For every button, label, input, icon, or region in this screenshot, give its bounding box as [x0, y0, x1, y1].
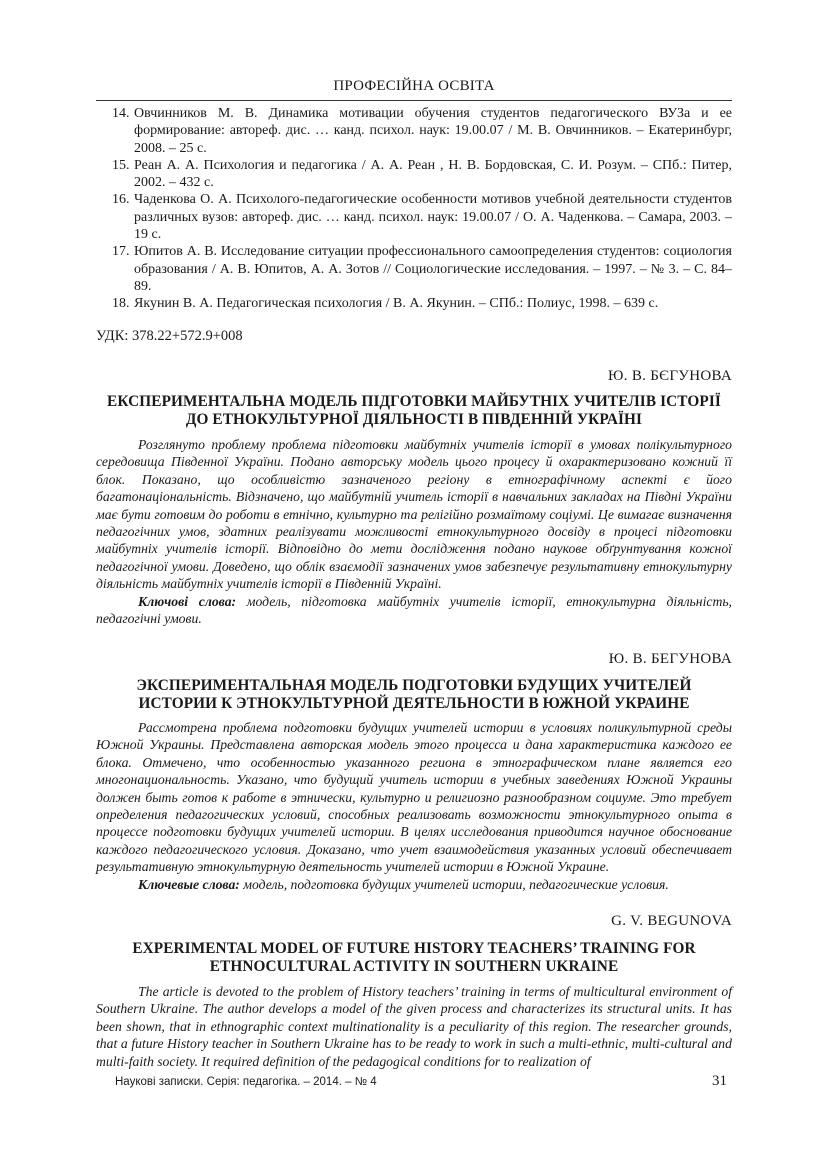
keywords-ukrainian: [96, 593, 732, 628]
reference-item: [96, 295, 732, 312]
reference-item: [96, 191, 732, 243]
title-russian: ЭКСПЕРИМЕНТАЛЬНАЯ МОДЕЛЬ ПОДГОТОВКИ БУДУЩИХ УЧИТЕЛЕЙ ИСТОРИИ К ЭТНОКУЛЬТУРНОЙ ДЕЯТЕЛЬНОСТИ В ЮЖНОЙ УКРАИНЕ: [136, 677, 692, 712]
reference-number: 15.: [112, 157, 130, 173]
running-header: ПРОФЕСІЙНА ОСВІТА: [333, 78, 495, 94]
reference-item: [96, 157, 732, 192]
header-rule: [96, 100, 732, 101]
reference-text: Чаденкова О. А. Психолого-педагогические особенности мотивов учебной деятельности студентов различных вузов: автореф. дис. … канд. психол. наук: 19.00.07 / О. А. Чаденкова. – Самара, 2003. – 19 с.: [134, 192, 732, 243]
keywords-text: модель, подготовка будущих учителей истории, педагогические условия.: [239, 877, 669, 892]
page-number: 31: [712, 1073, 727, 1089]
keywords-label: Ключевые слова:: [138, 877, 240, 892]
author-english: G. V. BEGUNOVA: [611, 913, 732, 929]
abstract-russian: Рассмотрена проблема подготовки будущих учителей истории в условиях поликультурной среды Южной Украины. Представлена авторская модель этого процесса и дана характеристика каждого ее блока. Отмечено, что особенностью указанного региона в этнографическом плане является его многонациональность. Указано, что будущий учитель истории в учебных заведениях Южной Украины должен быть готов к работе в этнически, культурно и религиозно разнообразном социуме. Это требует определения педагогических условий, способных реализовать возможности этнокультурного опыта в процессе подготовки будущих учителей истории. В целях исследования приводится научное обоснование каждого педагогического условия. Доказано, что учет взаимодействия указанных условий обеспечивает результативную этнокультурную деятельность учителей истории в Южной Украине.: [96, 720, 732, 875]
reference-number: 17.: [112, 244, 130, 260]
author-russian: Ю. В. БЕГУНОВА: [608, 651, 732, 667]
reference-list: [96, 105, 732, 313]
reference-item: [96, 105, 732, 157]
journal-footer: Наукові записки. Серія: педагогіка. – 2014. – № 4: [115, 1076, 377, 1088]
title-english: EXPERIMENTAL MODEL OF FUTURE HISTORY TEACHERS’ TRAINING FOR ETHNOCULTURAL ACTIVITY IN SOUTHERN UKRAINE: [132, 940, 696, 975]
reference-item: [96, 243, 732, 295]
reference-text: Якунин В. А. Педагогическая психология / В. А. Якунин. – СПб.: Полиус, 1998. – 639 с.: [134, 296, 659, 312]
reference-number: 18.: [112, 296, 130, 312]
udk-code: УДК: 378.22+572.9+008: [96, 328, 243, 344]
abstract-ukrainian: Розглянуто проблему проблема підготовки майбутніх учителів історії в умовах полікультурного середовища Південної України. Подано авторську модель цього процесу й охарактеризовано кожний її блок. Показано, що особливістю зазначеного регіону в етнографічному аспекті є його багатонаціональність. Відзначено, що майбутній учитель історії в навчальних закладах на Півдні України має бути готовим до роботи в етнічно, культурно та релігійно розмаїтому соціумі. Це вимагає визначення педагогічних умов, здатних реалізувати можливості етнокультурного досвіду в процесі підготовки майбутніх учителів історії. Відповідно до мети дослідження подано наукове обґрунтування кожної педагогічної умови. Доведено, що облік взаємодії зазначених умов забезпечує результативну етнокультурну діяльність майбутніх учителів історії в Південній Україні.: [96, 437, 732, 592]
reference-text: Юпитов А. В. Исследование ситуации профессионального самоопределения студентов: социология образования / А. В. Юпитов, А. А. Зотов // Социологические исследования. – 1997. – № 3. – С. 84–89.: [134, 244, 732, 294]
reference-text: Овчинников М. В. Динамика мотивации обучения студентов педагогического ВУЗа и ее формирование: автореф. дис. … канд. психол. наук: 19.00.07 / М. В. Овчинников. – Екатеринбург, 2008. – 25 с.: [134, 106, 732, 156]
reference-text: Реан А. А. Психология и педагогика / А. А. Реан , Н. В. Бордовская, С. И. Розум. – СПб.: Питер, 2002. – 432 с.: [134, 157, 732, 191]
keywords-russian: [96, 876, 732, 893]
keywords-label: Ключові слова:: [138, 594, 237, 609]
author-ukrainian: Ю. В. БЄГУНОВА: [608, 368, 732, 384]
abstract-english: The article is devoted to the problem of History teachers’ training in terms of multicultural environment of Southern Ukraine. The author develops a model of the given process and characterizes its structural units. It has been shown, that in ethnographic context multinationality is a peculiarity of this region. The researcher grounds, that a future History teacher in Southern Ukraine has to be ready to work in such a multi-ethnic, multi-cultural and multi-faith society. It required definition of the pedagogical conditions for to realization of: [96, 984, 732, 1069]
keywords-text: модель, підготовка майбутніх учителів історії, етнокультурна діяльність, педагогічні умови.: [96, 594, 732, 627]
reference-number: 16.: [112, 192, 130, 208]
title-ukrainian: ЕКСПЕРИМЕНТАЛЬНА МОДЕЛЬ ПІДГОТОВКИ МАЙБУТНІХ УЧИТЕЛІВ ІСТОРІЇ ДО ЕТНОКУЛЬТУРНОЇ ДІЯЛЬНОСТІ В ПІВДЕННІЙ УКРАЇНІ: [107, 393, 721, 428]
reference-number: 14.: [112, 106, 130, 121]
